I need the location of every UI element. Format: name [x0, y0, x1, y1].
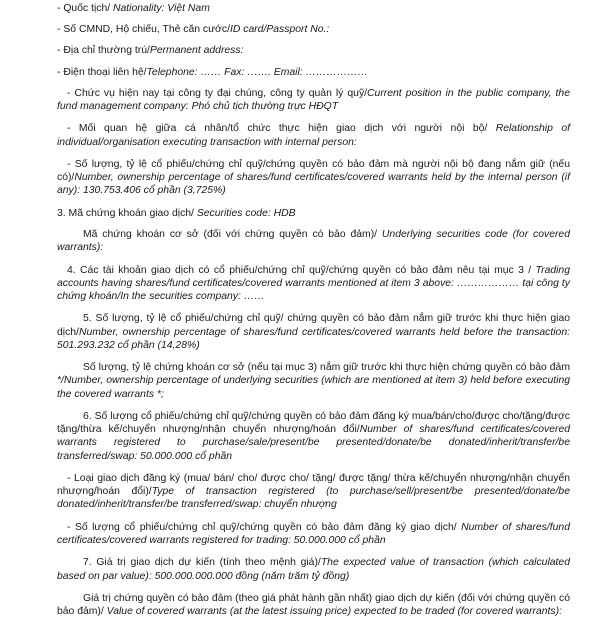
underlying-code-paragraph	[57, 228, 570, 254]
securities-code-en: Securities code: HDB	[196, 207, 296, 219]
contact-vi: - Điện thoại liên hệ/	[57, 66, 147, 78]
relationship-paragraph	[57, 122, 570, 148]
covered-warrant-value-vi: Giá trị chứng quyền có bảo đảm (theo giá phát hành gần nhất) giao dịch dự kiến (đối với chứng quyền có bảo đảm)/	[57, 592, 570, 618]
expected-value-en: The expected value of transaction (which calculated based on par value): 500.000.000.000 đồng (năm trăm tỷ đồng)	[57, 557, 570, 582]
trading-quantity-en: Number of shares/fund certificates/covered warrants registered for trading: 50.000.000 cổ phần	[57, 521, 570, 546]
underlying-holding-paragraph	[57, 361, 570, 401]
id-number-en: ID card/Passport No.:	[229, 24, 330, 36]
transaction-type-paragraph	[57, 472, 570, 512]
address-en: Permanent address:	[149, 45, 244, 57]
nationality-line	[57, 2, 570, 15]
covered-warrant-value-paragraph	[57, 592, 570, 618]
registered-quantity-en: Number of shares/fund certificates/covered warrants registered to purchase/sale/present/be presented/donate/be donated/inherit/transfer/be transferred/swap: 50.000.000 cổ phần	[57, 424, 571, 462]
contact-en: Telephone: …… Fax: ……. Email: ………………	[146, 66, 368, 78]
underlying-holding-vi: Số lượng, tỷ lệ chứng khoán cơ sở (nếu tại mục 3) nắm giữ trước khi thực hiện chứng quyền có bảo đảm	[83, 362, 570, 374]
current-position-vi: - Chức vụ hiện nay tại công ty đại chúng, công ty quản lý quỹ/	[67, 87, 368, 99]
address-line	[57, 44, 570, 57]
relationship-en: Relationship of individual/organisation executing transaction with internal person:	[57, 123, 570, 148]
internal-holding-vi: - Số lượng, tỷ lệ cổ phiếu/chứng chỉ quỹ/chứng quyền có bảo đảm mà người nội bộ đang nắm giữ (nếu có)/	[57, 159, 570, 184]
current-position-en: Current position in the public company, the fund management company: Phó chủ tịch thường trực HĐQT	[57, 87, 570, 113]
contact-line	[57, 66, 570, 79]
underlying-code-vi: Mã chứng khoán cơ sở (đối với chứng quyền có bảo đảm)/	[83, 229, 382, 240]
nationality-en: Nationality: Việt Nam	[113, 3, 210, 14]
registered-quantity-paragraph	[57, 410, 570, 463]
underlying-code-en: Underlying securities code (for covered warrants):	[57, 229, 570, 254]
internal-holding-paragraph	[57, 158, 570, 198]
holding-before-en: Number, ownership percentage of shares/fund certificates/covered warrants held before the transaction: 501.293.232 cổ phần (14,28%)	[57, 326, 570, 351]
securities-code-line	[57, 207, 570, 220]
transaction-type-vi: - Loại giao dịch đăng ký (mua/ bán/ cho/ được cho/ tặng/ được tặng/ thừa kế/chuyển nhượng/nhận chuyển nhượng/hoán đổi)/	[57, 472, 570, 498]
trading-accounts-en: Trading accounts having shares/fund certificates/covered warrants mentioned at item 3 above: ……………… tại công ty chứng khoán/In the securities company: ……	[57, 264, 570, 302]
trading-accounts-paragraph	[57, 264, 570, 304]
address-vi: - Địa chỉ thường trú/	[57, 45, 150, 57]
holding-before-paragraph	[57, 312, 570, 352]
covered-warrant-value-en: Value of covered warrants (at the latest issuing price) expected to be traded (for covered warrants):	[106, 606, 562, 618]
underlying-holding-en: */Number, ownership percentage of underlying securities (which are mentioned at item 3) held before executing the covered warrants *;	[57, 375, 570, 400]
internal-holding-en: Number, ownership percentage of shares/fund certificates/covered warrants held by the internal person (if any): 130.753.406 cổ phần (3,725%)	[57, 172, 570, 197]
trading-quantity-vi: - Số lượng cổ phiếu/chứng chỉ quỹ/chứng quyền có bảo đảm đăng ký giao dịch/	[67, 521, 462, 533]
current-position-paragraph	[57, 87, 570, 113]
transaction-type-en: Type of transaction registered (to purchase/sell/present/be presented/donate/be donated/inherit/transfer/be transferred/swap: chuyển nhượng	[57, 486, 570, 511]
securities-code-vi: 3. Mã chứng khoán giao dịch/	[57, 207, 197, 219]
registered-quantity-vi: 6. Số lượng cổ phiếu/chứng chỉ quỹ/chứng quyền có bảo đảm đăng ký mua/bán/cho/được cho/tặng/được tặng/thừa kế/chuyển nhượng/nhận chuyển nhượng/hoán đổi/	[57, 410, 570, 436]
id-number-line	[57, 23, 570, 36]
trading-accounts-vi: 4. Các tài khoản giao dịch có cổ phiếu/chứng chỉ quỹ/chứng quyền có bảo đảm nêu tại mục 3 /	[67, 264, 536, 276]
trading-quantity-paragraph	[57, 521, 570, 547]
relationship-vi: - Mối quan hệ giữa cá nhân/tổ chức thực hiện giao dịch với người nội bộ/	[67, 123, 496, 135]
expected-value-vi: 7. Giá trị giao dịch dự kiến (tính theo mệnh giá)/	[83, 557, 321, 569]
expected-value-paragraph	[57, 556, 570, 582]
id-number-vi: - Số CMND, Hộ chiếu, Thẻ căn cước/	[57, 24, 230, 36]
holding-before-vi: 5. Số lượng, tỷ lệ cổ phiếu/chứng chỉ quỹ/ chứng quyền có bảo đảm nắm giữ trước khi thực hiện giao dịch/	[57, 313, 570, 338]
nationality-vi: - Quốc tịch/	[57, 3, 114, 14]
